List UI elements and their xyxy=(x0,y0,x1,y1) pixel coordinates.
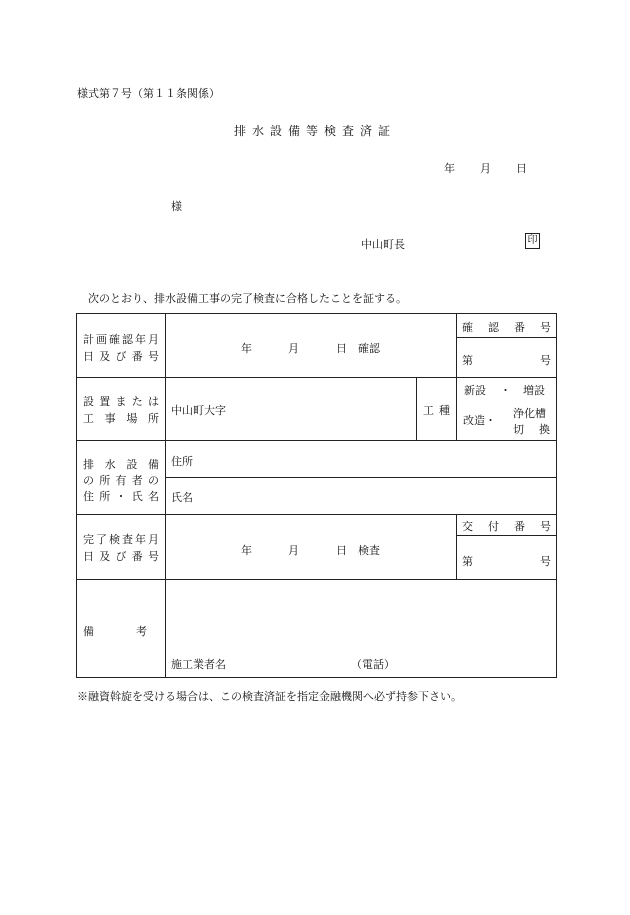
completion-number-divider xyxy=(456,514,457,580)
owner-address-name-divider xyxy=(165,477,557,478)
plan-day-confirm-label: 日 確認 xyxy=(336,342,380,355)
phone-label: （電話） xyxy=(351,658,395,671)
plan-label-line2: 日及び番号 xyxy=(83,350,159,363)
certificate-table xyxy=(76,313,557,678)
row-divider-3 xyxy=(76,514,557,515)
completion-label-line1: 完了検査年月 xyxy=(83,533,159,546)
owner-name-label: 氏名 xyxy=(171,491,193,504)
issuance-number-header: 交付番号 xyxy=(462,520,551,533)
row-divider-4 xyxy=(76,579,557,580)
seal-mark: 印 xyxy=(525,233,540,249)
completion-month-label: 月 xyxy=(288,544,299,557)
completion-number-suffix: 号 xyxy=(540,555,551,568)
owner-label-line1: 排水設備 xyxy=(83,458,159,471)
table-border-left xyxy=(76,313,77,678)
label-column-divider xyxy=(165,313,166,678)
plan-label-line1: 計画確認年月 xyxy=(83,333,159,346)
issuer-name: 中山町長 xyxy=(361,238,405,251)
completion-year-label: 年 xyxy=(241,544,252,557)
plan-number-prefix: 第 xyxy=(462,354,473,367)
owner-label-line2: の所有者の xyxy=(83,474,159,487)
issue-day-label: 日 xyxy=(516,162,527,175)
owner-address-label: 住所 xyxy=(171,455,193,468)
table-border-top xyxy=(76,313,557,314)
location-label-line1: 設置または xyxy=(83,395,159,408)
work-type-new: 新設 xyxy=(464,384,486,397)
table-border-bottom xyxy=(76,677,557,678)
work-type-label: 工種 xyxy=(423,404,450,417)
completion-day-inspection-label: 日 検査 xyxy=(336,544,380,557)
location-value: 中山町大字 xyxy=(171,404,226,417)
addressee-suffix: 様 xyxy=(171,200,182,213)
row-divider-1 xyxy=(76,377,557,378)
work-type-septic-line1: 浄化槽 xyxy=(513,407,546,420)
worktype-label-divider-right xyxy=(456,377,457,441)
worktype-label-divider-left xyxy=(416,377,417,441)
remarks-label: 備考 xyxy=(83,625,147,638)
work-type-renovation: 改造・ xyxy=(463,414,496,427)
plan-year-label: 年 xyxy=(241,342,252,355)
form-number: 様式第７号（第１１条関係） xyxy=(77,87,220,100)
plan-number-suffix: 号 xyxy=(540,354,551,367)
confirmation-number-header: 確認番号 xyxy=(462,321,551,334)
contractor-label: 施工業者名 xyxy=(171,658,226,671)
intro-text: 次のとおり、排水設備工事の完了検査に合格したことを証する。 xyxy=(88,292,407,305)
table-border-right xyxy=(556,313,557,678)
owner-label-line3: 住所・氏名 xyxy=(83,490,159,503)
plan-number-header-line xyxy=(456,337,557,338)
document-title: 排水設備等検査済証 xyxy=(233,124,396,138)
completion-label-line2: 日及び番号 xyxy=(83,550,159,563)
plan-number-divider xyxy=(456,313,457,378)
plan-month-label: 月 xyxy=(288,342,299,355)
completion-number-header-line xyxy=(456,535,557,536)
work-type-addition: 増設 xyxy=(523,384,545,397)
row-divider-2 xyxy=(76,440,557,441)
footnote: ※融資斡旋を受ける場合は、この検査済証を指定金融機関へ必ず持参下さい。 xyxy=(77,690,462,703)
location-label-line2: 工事場所 xyxy=(83,412,159,425)
completion-number-prefix: 第 xyxy=(462,555,473,568)
work-type-dot: ・ xyxy=(500,384,511,397)
issue-month-label: 月 xyxy=(480,162,491,175)
issue-year-label: 年 xyxy=(444,162,455,175)
work-type-septic-line2: 切換 xyxy=(513,423,550,436)
